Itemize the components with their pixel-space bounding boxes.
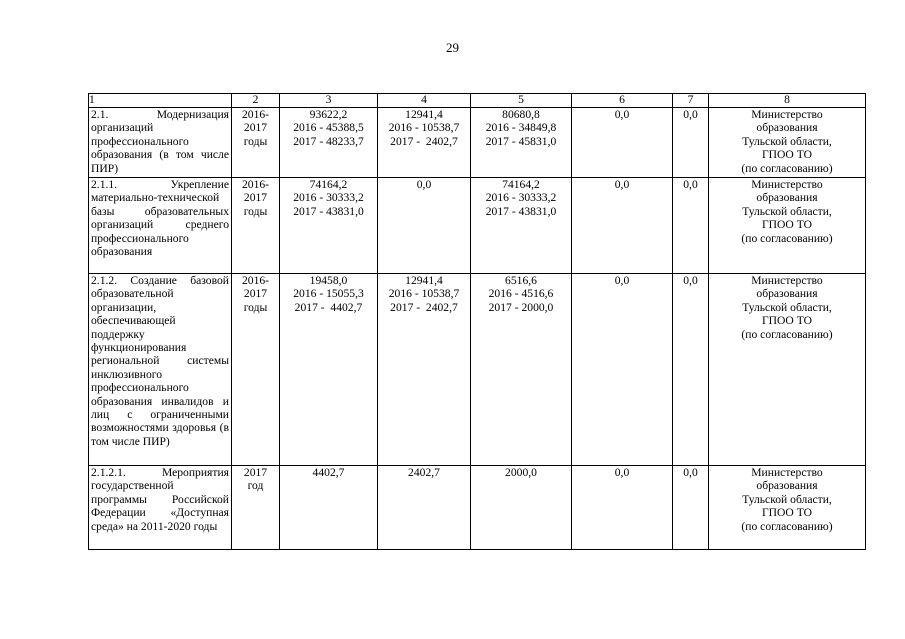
- period-cell: [232, 466, 280, 550]
- executor-cell-line: Министерство: [751, 274, 823, 287]
- federal-funding-cell-line: 2016 - 10538,7: [388, 121, 460, 135]
- period-cell-line: 2017: [243, 287, 268, 301]
- total-funding-cell-line: 2016 - 30333,2: [293, 191, 364, 205]
- total-funding-cell: [280, 274, 378, 466]
- period-cell-line: годы: [243, 204, 268, 218]
- regional-funding-cell-line: 2016 - 34849,8: [485, 121, 557, 135]
- column-7-cell: 0,0: [673, 178, 709, 274]
- header-row: [89, 94, 866, 108]
- total-funding-cell-line: 4402,7: [312, 466, 345, 479]
- regional-funding-cell-line: 2000,0: [505, 466, 537, 479]
- period-cell-line: годы: [243, 134, 268, 148]
- executor-cell-line: Тульской области,: [742, 134, 832, 148]
- executor-cell-line: (по согласованию): [741, 161, 833, 175]
- executor-cell-line: Министерство: [751, 466, 823, 479]
- regional-funding-cell-line: 2017 - 43831,0: [485, 204, 557, 218]
- column-7-cell: 0,0: [673, 108, 709, 178]
- executor-cell-line: образования: [756, 479, 818, 493]
- total-funding-cell-line: 2016 - 45388,5: [293, 121, 364, 135]
- period-cell: [232, 108, 280, 178]
- federal-funding-cell: [378, 466, 471, 550]
- period-cell: [232, 178, 280, 274]
- header-cell-6: 6: [572, 94, 673, 108]
- table-row: [89, 466, 866, 550]
- period-cell-line: 2017: [243, 191, 268, 205]
- period-cell-line: 2017: [243, 466, 268, 479]
- federal-funding-cell: [378, 178, 471, 274]
- regional-funding-cell: [471, 274, 572, 466]
- period-cell-line: 2016-: [241, 274, 270, 287]
- period-cell-line: 2016-: [241, 178, 270, 191]
- total-funding-cell-line: 2017 - 4402,7: [294, 300, 363, 314]
- executor-cell-line: Тульской области,: [742, 492, 832, 506]
- period-cell-line: 2016-: [241, 108, 270, 121]
- executor-cell-line: ГПОО ТО: [761, 148, 813, 162]
- executor-cell-line: образования: [756, 287, 818, 301]
- period-cell-line: годы: [243, 300, 268, 314]
- executor-cell: [709, 274, 866, 466]
- federal-funding-cell-line: 2017 - 2402,7: [390, 134, 458, 148]
- federal-funding-cell: [378, 274, 471, 466]
- regional-funding-cell-line: 6516,6: [505, 274, 537, 287]
- header-cell-5: 5: [471, 94, 572, 108]
- table-body: [89, 94, 866, 550]
- federal-funding-cell-line: 12941,4: [405, 108, 443, 121]
- regional-funding-cell-line: 2017 - 45831,0: [485, 134, 557, 148]
- activity-name-cell: 2.1.2. Создание базовой образовательной организации, обеспечивающей поддержку функционирования региональной системы инклюзивного профессионального образования инвалидов и лиц с ограниченными возможностями здоровья (в том числе ПИР): [89, 274, 232, 466]
- executor-cell: [709, 108, 866, 178]
- regional-funding-cell: [471, 178, 572, 274]
- column-7-cell: 0,0: [673, 274, 709, 466]
- federal-funding-cell-line: 2016 - 10538,7: [388, 287, 460, 301]
- table-row: [89, 108, 866, 178]
- header-cell-4: 4: [378, 94, 471, 108]
- period-cell: [232, 274, 280, 466]
- column-6-cell: 0,0: [572, 108, 673, 178]
- total-funding-cell: [280, 466, 378, 550]
- executor-cell-line: (по согласованию): [741, 519, 833, 533]
- regional-funding-cell-line: 74164,2: [502, 178, 540, 191]
- table-row: [89, 274, 866, 466]
- period-cell-line: 2017: [243, 121, 268, 135]
- executor-cell-line: Министерство: [751, 108, 823, 121]
- federal-funding-cell-line: 2402,7: [408, 466, 440, 479]
- total-funding-cell-line: 2016 - 15055,3: [293, 287, 364, 301]
- total-funding-cell-line: 2017 - 48233,7: [293, 134, 364, 148]
- header-cell-2: 2: [232, 94, 280, 108]
- regional-funding-cell: [471, 108, 572, 178]
- activity-name-cell: 2.1. Модернизация организаций профессионального образования (в том числе ПИР): [89, 108, 232, 178]
- regional-funding-cell-line: 2016 - 30333,2: [485, 191, 557, 205]
- header-cell-1: 1: [89, 94, 232, 108]
- total-funding-cell-line: 2017 - 43831,0: [293, 204, 364, 218]
- total-funding-cell: [280, 108, 378, 178]
- period-cell-line: год: [247, 479, 264, 493]
- regional-funding-cell-line: 2016 - 4516,6: [488, 287, 554, 301]
- executor-cell-line: образования: [756, 121, 818, 135]
- total-funding-cell: [280, 178, 378, 274]
- executor-cell: [709, 466, 866, 550]
- federal-funding-cell-line: 2017 - 2402,7: [390, 300, 458, 314]
- program-table: [88, 93, 866, 550]
- executor-cell-line: (по согласованию): [741, 327, 833, 341]
- federal-funding-cell: [378, 108, 471, 178]
- header-cell-3: 3: [280, 94, 378, 108]
- column-6-cell: 0,0: [572, 178, 673, 274]
- header-cell-8: 8: [709, 94, 866, 108]
- executor-cell-line: (по согласованию): [741, 231, 833, 245]
- executor-cell-line: ГПОО ТО: [761, 506, 813, 520]
- activity-name-cell: 2.1.2.1. Мероприятия государственной программы Российской Федерации «Доступная среда» на 2011-2020 годы: [89, 466, 232, 550]
- federal-funding-cell-line: 12941,4: [405, 274, 443, 287]
- total-funding-cell-line: 93622,2: [309, 108, 348, 121]
- regional-funding-cell-line: 2017 - 2000,0: [488, 300, 554, 314]
- federal-funding-cell-line: 0,0: [416, 178, 432, 191]
- executor-cell: [709, 178, 866, 274]
- total-funding-cell-line: 74164,2: [309, 178, 348, 191]
- executor-cell-line: Тульской области,: [742, 300, 832, 314]
- executor-cell-line: ГПОО ТО: [761, 314, 813, 328]
- header-cell-7: 7: [673, 94, 709, 108]
- executor-cell-line: ГПОО ТО: [761, 218, 813, 232]
- total-funding-cell-line: 19458,0: [309, 274, 348, 287]
- executor-cell-line: Тульской области,: [742, 204, 832, 218]
- regional-funding-cell-line: 80680,8: [502, 108, 540, 121]
- column-6-cell: 0,0: [572, 466, 673, 550]
- regional-funding-cell: [471, 466, 572, 550]
- table-row: [89, 178, 866, 274]
- executor-cell-line: Министерство: [751, 178, 823, 191]
- executor-cell-line: образования: [756, 191, 818, 205]
- activity-name-cell: 2.1.1. Укрепление материально-технической базы образовательных организаций среднего профессионального образования: [89, 178, 232, 274]
- column-7-cell: 0,0: [673, 466, 709, 550]
- column-6-cell: 0,0: [572, 274, 673, 466]
- page-number: 29: [446, 40, 459, 55]
